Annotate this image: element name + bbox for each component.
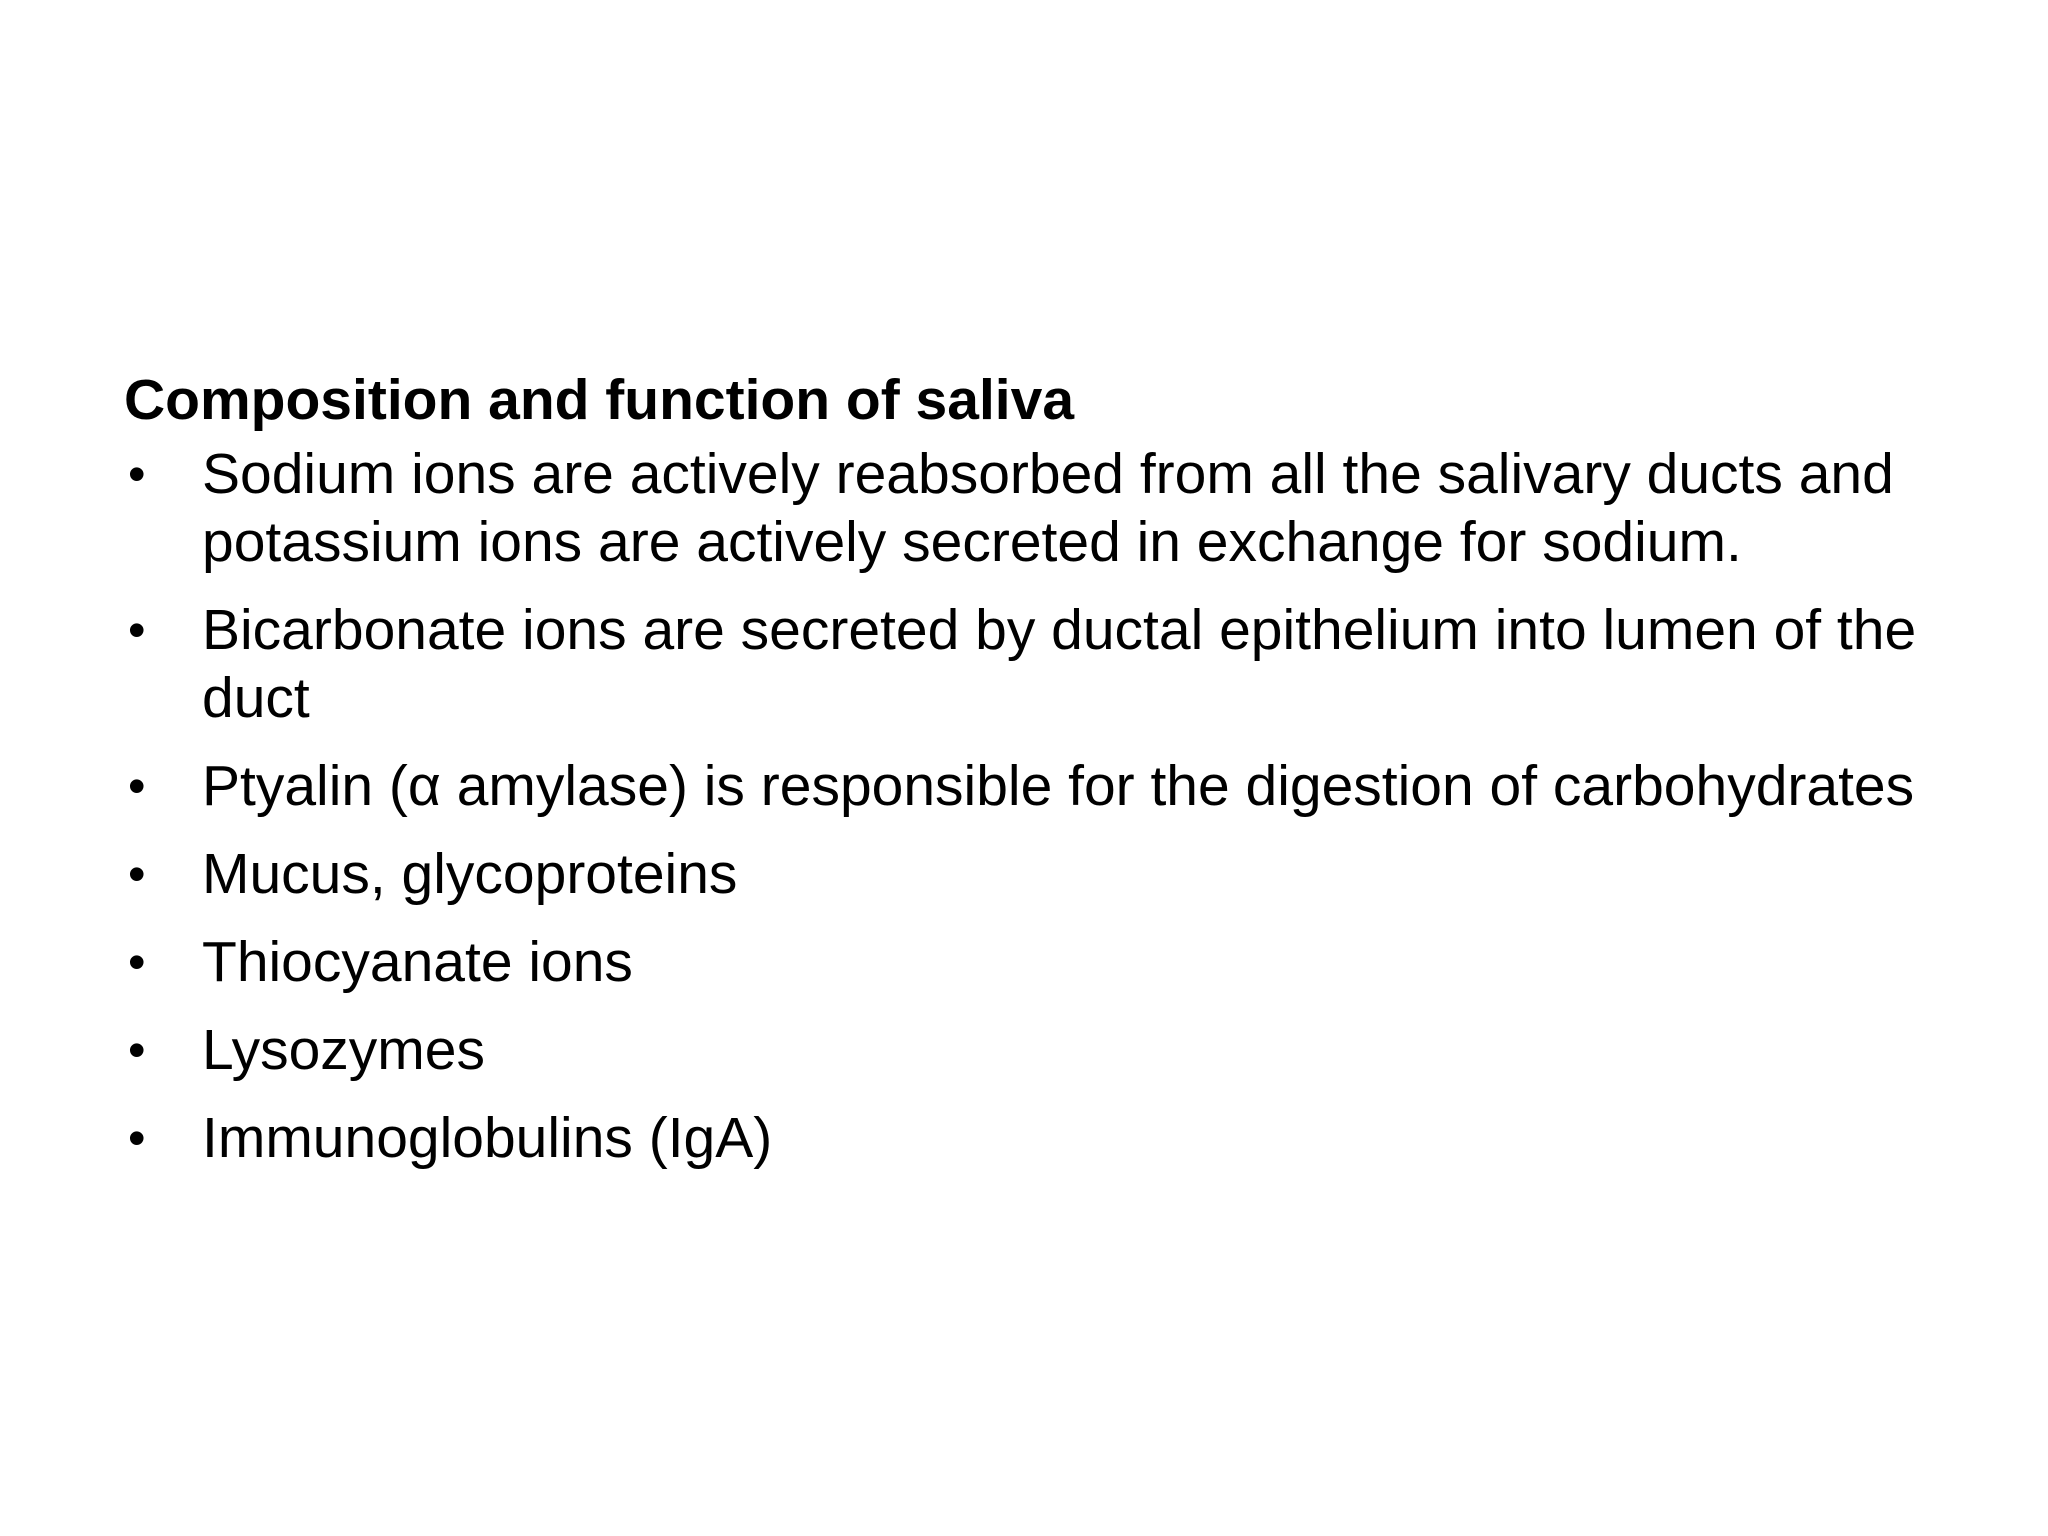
bullet-text: Sodium ions are actively reabsorbed from all the salivary ducts and potassium ions are actively secreted in exchange for sodium. — [202, 442, 1894, 574]
bullet-icon: • — [128, 1022, 146, 1078]
bullet-text: Lysozymes — [202, 1018, 485, 1082]
bullet-icon: • — [128, 934, 146, 990]
bullet-icon: • — [128, 758, 146, 814]
bullet-text: Immunoglobulins (IgA) — [202, 1106, 773, 1170]
bullet-icon: • — [128, 602, 146, 658]
bullet-text: Mucus, glycoproteins — [202, 842, 738, 906]
bullet-item — [124, 440, 1944, 576]
bullet-icon: • — [128, 446, 146, 502]
bullet-text: Thiocyanate ions — [202, 930, 633, 994]
bullet-text: Bicarbonate ions are secreted by ductal epithelium into lumen of the duct — [202, 598, 1917, 730]
slide-heading: Composition and function of saliva — [124, 368, 1075, 432]
bullet-item — [124, 596, 1944, 732]
bullet-item — [124, 1104, 1944, 1172]
bullet-text: Ptyalin (α amylase) is responsible for the digestion of carbohydrates — [202, 754, 1915, 818]
bullet-icon: • — [128, 1110, 146, 1166]
bullet-item — [124, 1016, 1944, 1084]
bullet-item — [124, 928, 1944, 996]
bullet-item — [124, 752, 1944, 820]
bullet-icon: • — [128, 846, 146, 902]
bullet-list — [124, 440, 1944, 1172]
slide-content — [124, 366, 1944, 1192]
bullet-item — [124, 840, 1944, 908]
